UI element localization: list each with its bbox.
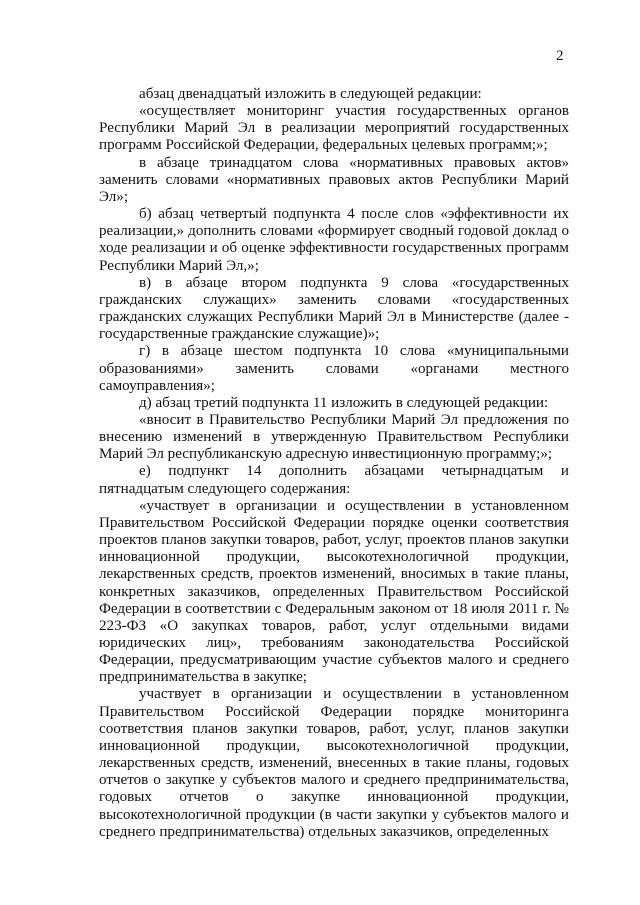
paragraph-procurement-evaluation: «участвует в организации и осуществлении в установленном Правительством Российской Федерации порядке оценки соответствия проектов планов закупки товаров, работ, услуг, проектов планов закупки инновационной продукции, высокотехнологичной продукции, лекарственных средств, проектов изменений, вносимых в такие планы, конкретных заказчиков, определенных Правительством Российской Федерации в соответствии с Федеральным законом от 18 июля 2011 г. № 223-ФЗ «О закупках товаров, работ, услуг отдельными видами юридических лиц», требованиям законодательства Российской Федерации, предусматривающим участие субъектов малого и среднего предпринимательства в закупке; — [99, 497, 569, 686]
paragraph-investment-program: «вносит в Правительство Республики Марий Эл предложения по внесению изменений в утвержденную Правительством Республики Марий Эл республиканскую адресную инвестиционную программу;»; — [99, 411, 569, 463]
paragraph-abzac-12-intro: абзац двенадцатый изложить в следующей редакции: — [139, 86, 482, 102]
paragraph-item-v: в) в абзаце втором подпункта 9 слова «государственных гражданских служащих» заменить словами «государственных гражданских служащих Республики Марий Эл в Министерстве (далее - государственные гражданские служащие)»; — [99, 274, 569, 343]
paragraph-procurement-monitoring: участвует в организации и осуществлении в установленном Правительством Российской Федерации порядке мониторинга соответствия планов закупки товаров, работ, услуг, планов закупки инновационной продукции, высокотехнологичной продукции, лекарственных средств, изменений, внесенных в такие планы, годовых отчетов о закупке у субъектов малого и среднего предпринимательства, годовых отчетов о закупке инновационной продукции, высокотехнологичной продукции (в части закупки у субъектов малого и среднего предпринимательства) отдельных заказчиков, определенных — [99, 686, 569, 840]
paragraph-item-d: д) абзац третий подпункта 11 изложить в следующей редакции: — [139, 394, 549, 411]
paragraph-item-b: б) абзац четвертый подпункта 4 после слов «эффективности их реализации,» дополнить словами «формирует сводный годовой доклад о ходе реализации и об оценке эффективности государственных программ Республики Марий Эл,»; — [99, 206, 569, 274]
paragraph-abzac-13: в абзаце тринадцатом слова «нормативных правовых актов» заменить словами «нормативных правовых актов Республики Марий Эл»; — [99, 154, 569, 205]
document-body — [99, 86, 569, 841]
paragraph-item-g: г) в абзаце шестом подпункта 10 слова «муниципальными образованиями» заменить словами «органами местного самоуправления»; — [99, 343, 569, 394]
paragraph-item-e: е) подпункт 14 дополнить абзацами четырнадцатым и пятнадцатым следующего содержания: — [99, 463, 569, 497]
page-number: 2 — [556, 48, 564, 64]
paragraph-monitoring-text: «осуществляет мониторинг участия государственных органов Республики Марий Эл в реализации мероприятий государственных программ Российской Федерации, федеральных целевых программ;»; — [99, 103, 569, 154]
